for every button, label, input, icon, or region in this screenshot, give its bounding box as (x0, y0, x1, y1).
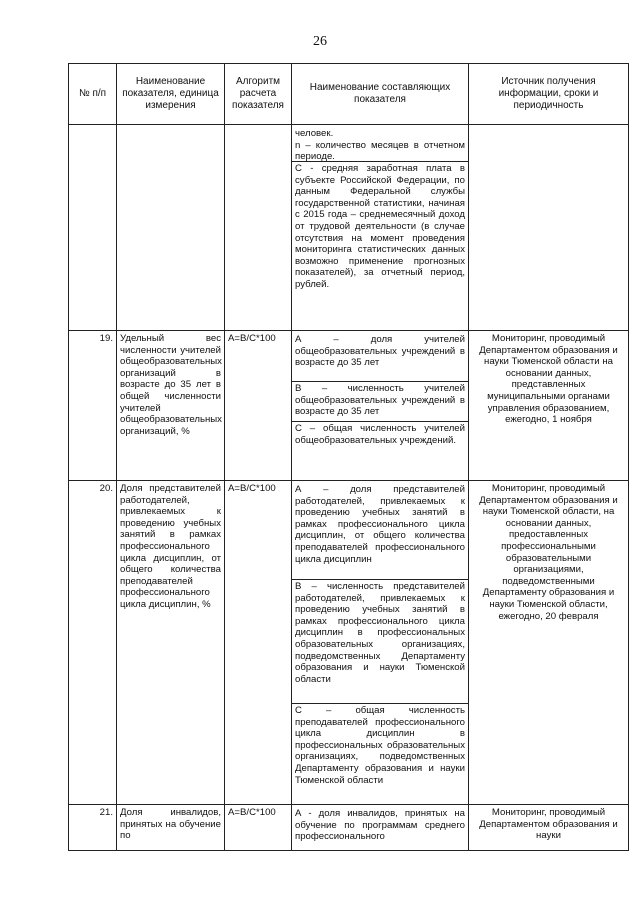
component-item: человек. n – количество месяцев в отчетном периоде. (292, 127, 468, 162)
row-number: 21. (69, 805, 117, 851)
header-name: Наименование показателя, единица измерения (117, 64, 225, 125)
component-item: А – доля учителей общеобразовательных учреждений в возрасте до 35 лет (292, 333, 468, 382)
table-row-continuation (69, 125, 629, 331)
page-number: 26 (313, 34, 327, 49)
component-item: С – общая численность учителей общеобразовательных учреждений. (295, 423, 465, 446)
header-algorithm: Алгоритм расчета показателя (225, 64, 292, 125)
cont-no-cell (69, 125, 117, 331)
algorithm-formula: А=В/С*100 (225, 481, 292, 805)
header-source: Источник получения информации, сроки и периодичность (469, 64, 629, 125)
source-cell: Мониторинг, проводимый Департаментом образования и науки (469, 805, 629, 851)
row-number: 20. (69, 481, 117, 805)
indicators-table (68, 63, 629, 851)
table-row (69, 481, 629, 805)
cont-name-cell (117, 125, 225, 331)
header-no: № п/п (69, 64, 117, 125)
cont-alg-cell (225, 125, 292, 331)
indicator-name: Доля инвалидов, принятых на обучение по (117, 805, 225, 851)
component-item: А – доля представителей работодателей, привлекаемых к проведению учебных занятий в рамках профессионального цикла дисциплин, от общего количества преподавателей профессионального цикла дисциплин (292, 483, 468, 580)
algorithm-formula: А=В/С*100 (225, 805, 292, 851)
components-cell (292, 481, 469, 805)
components-cell (292, 805, 469, 851)
cont-components-cell (292, 125, 469, 331)
source-cell: Мониторинг, проводимый Департаментом образования и науки Тюменской области на основании данных, представленных муниципальными органами управления образованием, ежегодно, 1 ноября (469, 331, 629, 481)
component-item: А - доля инвалидов, принятых на обучение по программам среднего профессионального (295, 808, 465, 843)
source-cell: Мониторинг, проводимый Департаментом образования и науки Тюменской области, на основании данных, предоставленных профессиональными образовательными организациями, подведомственными Департаменту образования и науки Тюменской области, ежегодно, 20 февраля (469, 481, 629, 805)
row-number: 19. (69, 331, 117, 481)
component-item: В – численность представителей работодателей, привлекаемых к проведению учебных занятий в рамках профессионального цикла дисциплин в профессиональных образовательных организациях, подведомственных Департаменту образования и науки Тюменской области (292, 580, 468, 704)
header-components: Наименование составляющих показателя (292, 64, 469, 125)
algorithm-formula: А=В/С*100 (225, 331, 292, 481)
component-item: С – общая численность преподавателей профессионального цикла дисциплин в профессиональных образовательных организациях, подведомственных Департаменту образования и науки Тюменской области (295, 705, 465, 786)
component-item: С - средняя заработная плата в субъекте Российской Федерации, по данным Федеральной службы государственной статистики, начиная с 2015 года – среднемесячный доход от трудовой деятельности (в случае отсутствия на момент проведения мониторинга статистических данных возможно применение прогнозных показателей), за отчетный период, рублей. (295, 163, 465, 290)
indicator-name: Удельный вес численности учителей общеобразовательных организаций в возрасте до 35 лет в общей численности учителей общеобразовательных организаций, % (117, 331, 225, 481)
component-item: В – численность учителей общеобразовательных учреждений в возрасте до 35 лет (292, 382, 468, 422)
indicator-name: Доля представителей работодателей, привлекаемых к проведению учебных занятий в рамках профессионального цикла дисциплин, от общего количества преподавателей профессионального цикла дисциплин, % (117, 481, 225, 805)
components-cell (292, 331, 469, 481)
table-row (69, 805, 629, 851)
table-row (69, 331, 629, 481)
cont-source-cell (469, 125, 629, 331)
table-header-row (69, 64, 629, 125)
